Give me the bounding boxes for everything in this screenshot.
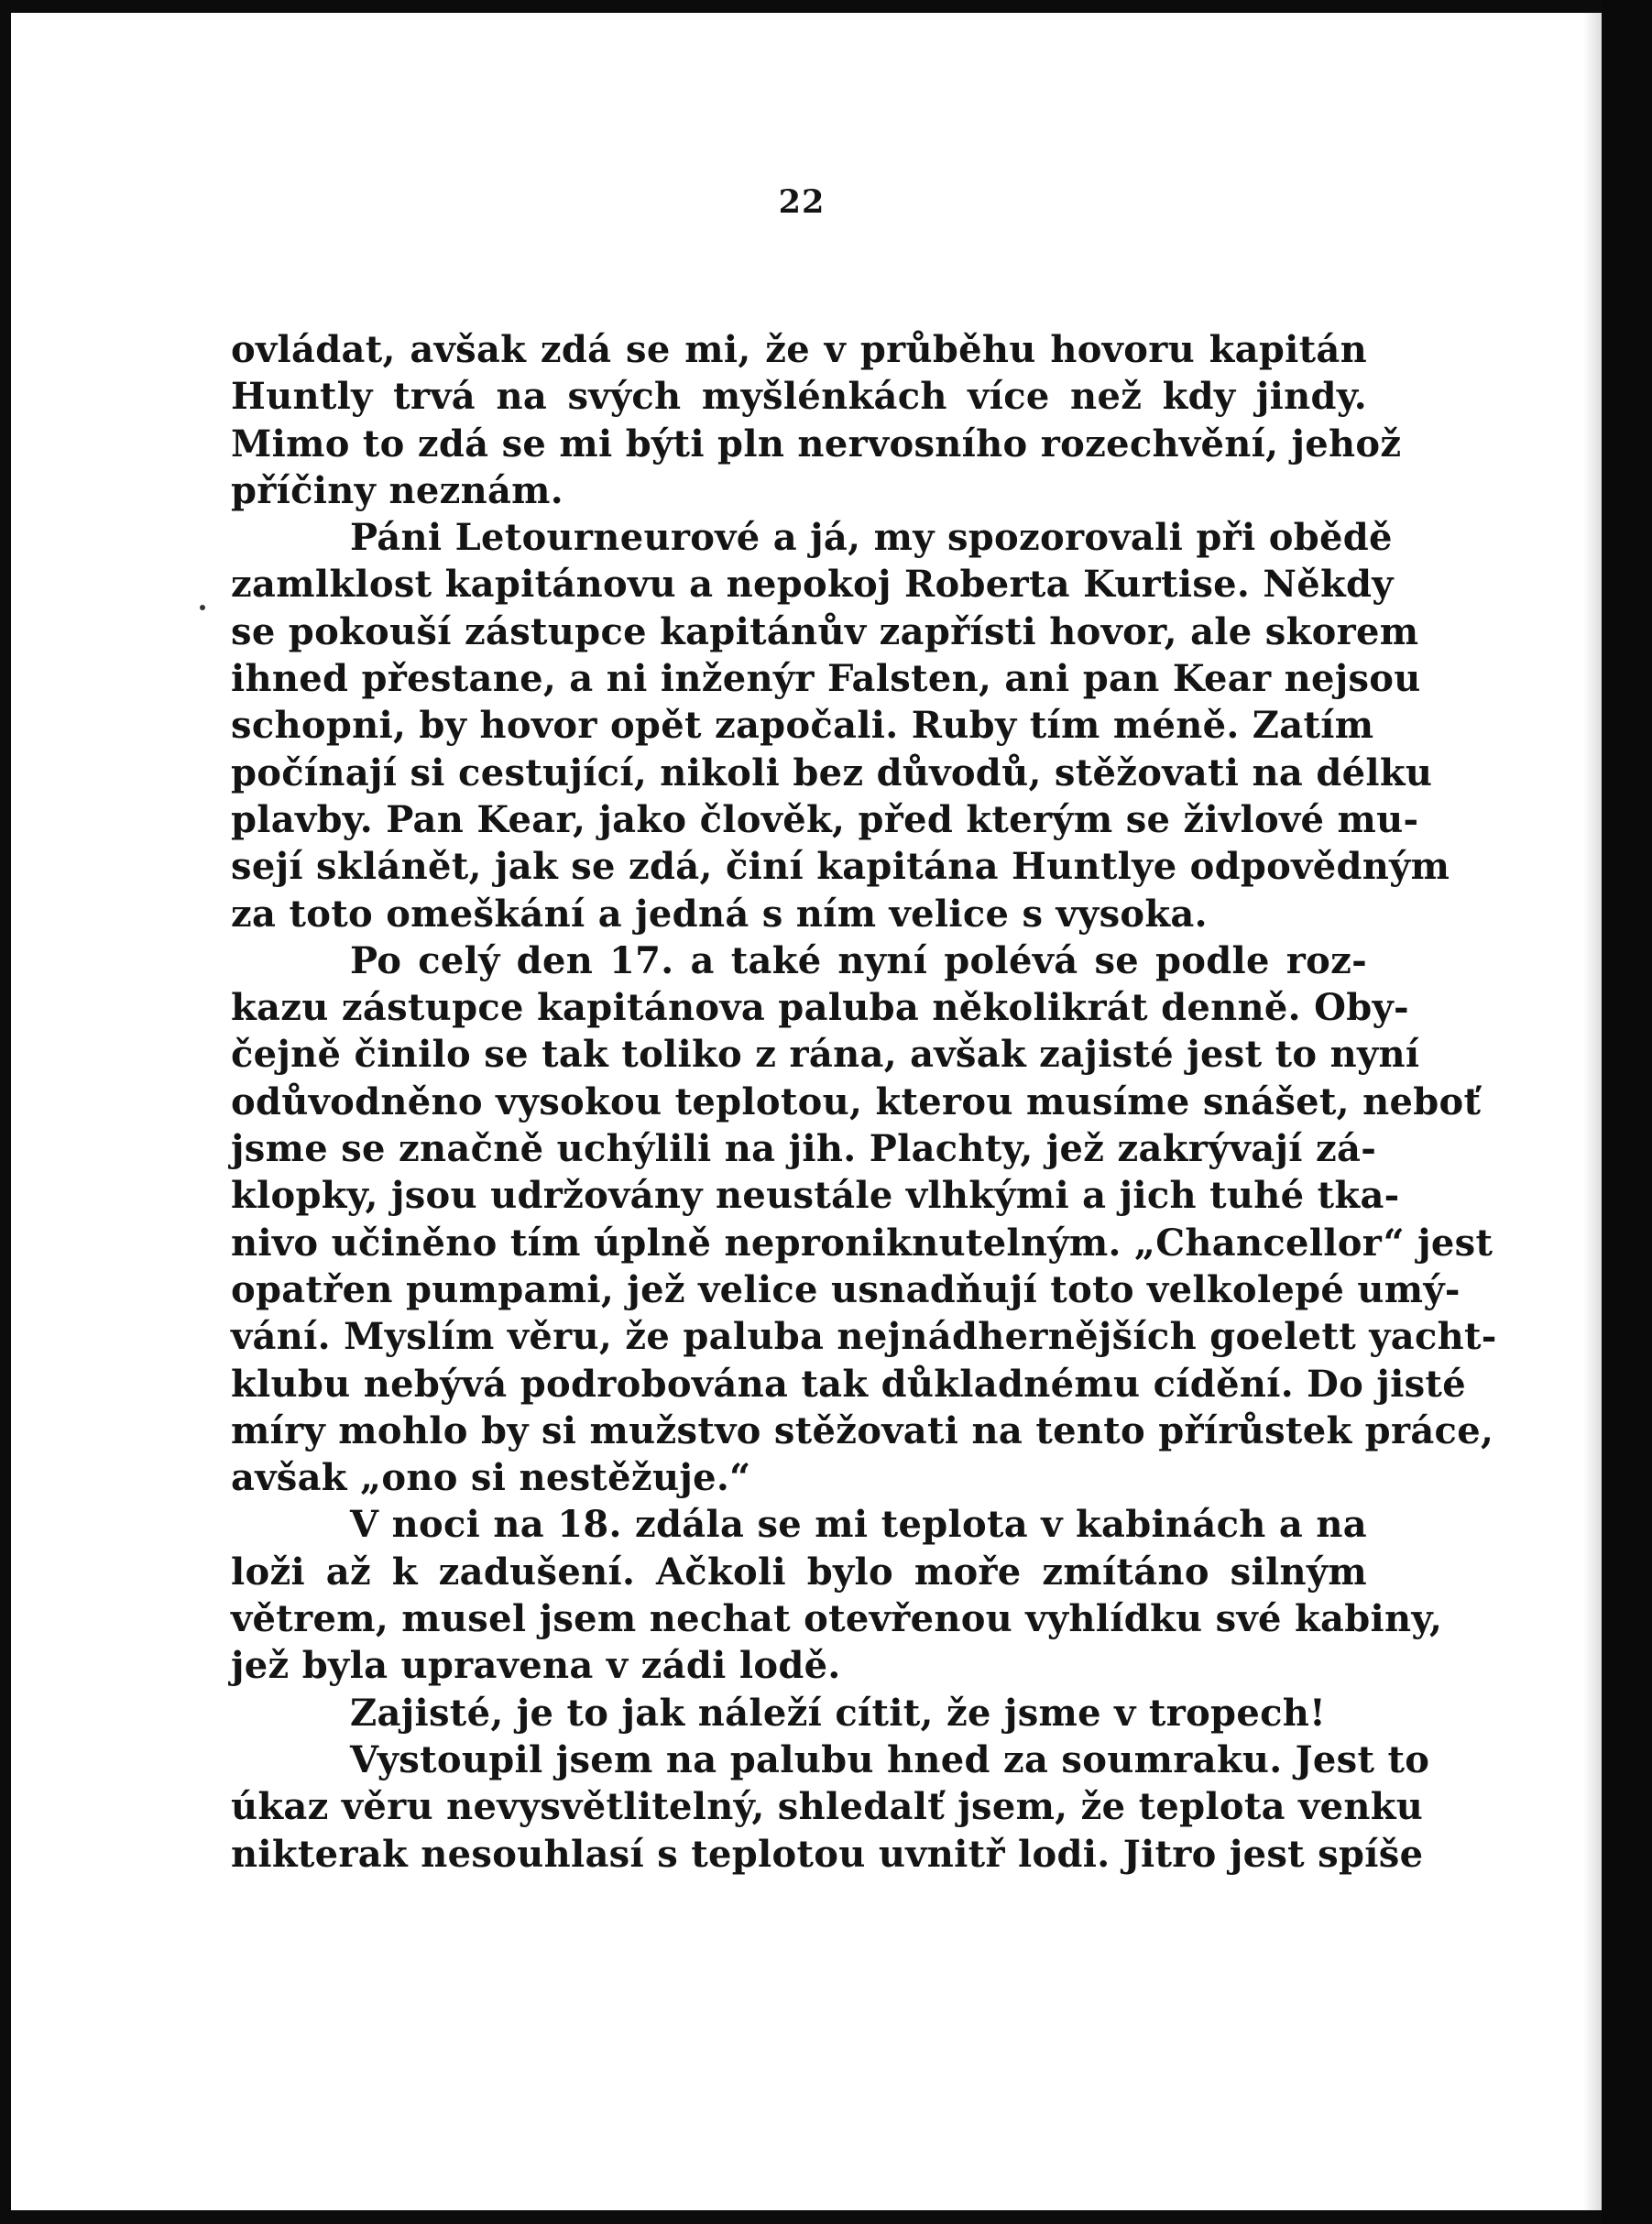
paragraph — [231, 1736, 1430, 1878]
text-body — [231, 326, 1497, 1878]
page-edge — [1583, 13, 1602, 2210]
text-line: odůvodněno vysokou teplotou, kterou musíme snášet, neboť — [231, 1079, 1482, 1123]
text-line: Páni Letourneurové a já, my spozorovali při obědě — [350, 516, 1393, 560]
text-line: sejí sklánět, jak se zdá, činí kapitána Huntlye odpovědným — [231, 845, 1450, 889]
text-line: avšak „ono si nestěžuje.“ — [231, 1456, 751, 1500]
text-line: nivo učiněno tím úplně neproniknutelným. „Chancellor“ jest — [231, 1221, 1493, 1265]
text-line: klopky, jsou udržovány neustále vlhkými a jich tuhé tka- — [231, 1174, 1400, 1218]
text-line: Huntly trvá na svých myšlénkách více než kdy jindy. — [231, 375, 1367, 419]
text-line: plavby. Pan Kear, jako člověk, před kterým se živlové mu- — [231, 797, 1419, 841]
text-line: se pokouší zástupce kapitánův zapřísti hovor, ale skorem — [231, 609, 1419, 653]
text-line: míry mohlo by si mužstvo stěžovati na tento přírůstek práce, — [231, 1408, 1494, 1452]
text-line: ihned přestane, a ni inženýr Falsten, ani pan Kear nejsou — [231, 657, 1421, 701]
text-line: Vystoupil jsem na palubu hned za soumraku. Jest to — [350, 1737, 1430, 1781]
text-line: schopni, by hovor opět započali. Ruby tím méně. Zatím — [231, 704, 1374, 748]
text-line: kazu zástupce kapitánova paluba několikrát denně. Oby- — [231, 986, 1409, 1030]
scan-border-left — [0, 0, 11, 2224]
scan-border-right — [1602, 0, 1652, 2224]
text-line: Mimo to zdá se mi býti pln nervosního rozechvění, jehož — [231, 422, 1402, 466]
text-line: klubu nebývá podrobována tak důkladnému cídění. Do jisté — [231, 1362, 1466, 1406]
text-line: Zajisté, je to jak náleží cítit, že jsme v tropech! — [350, 1691, 1326, 1735]
text-line: čejně činilo se tak toliko z rána, avšak zajisté jest to nyní — [231, 1033, 1420, 1077]
text-line: příčiny neznám. — [231, 468, 564, 512]
text-line: nikterak nesouhlasí s teplotou uvnitř lodi. Jitro jest spíše — [231, 1832, 1424, 1876]
text-line: jež byla upravena v zádi lodě. — [231, 1644, 841, 1688]
ink-speck — [200, 605, 205, 610]
paragraph — [231, 1690, 1367, 1736]
paragraph — [231, 326, 1402, 514]
text-line: jsme se značně uchýlili na jih. Plachty, jež zakrývají zá- — [231, 1127, 1377, 1171]
text-line: loži až k zadušení. Ačkoli bylo moře zmítáno silným — [231, 1550, 1367, 1594]
text-line: počínají si cestující, nikoli bez důvodů, stěžovati na délku — [231, 750, 1433, 794]
text-line: za toto omeškání a jedná s ním velice s vysoka. — [231, 892, 1208, 936]
text-line: Po celý den 17. a také nyní polévá se podle roz- — [350, 938, 1367, 982]
text-line: ovládat, avšak zdá se mi, že v průběhu hovoru kapitán — [231, 328, 1367, 371]
paragraph — [231, 937, 1497, 1502]
scan-border-top — [0, 0, 1652, 13]
scan-border-bottom — [0, 2210, 1652, 2224]
paragraph — [231, 514, 1450, 937]
text-line: větrem, musel jsem nechat otevřenou vyhlídku své kabiny, — [231, 1597, 1443, 1641]
text-line: opatřen pumpami, jež velice usnadňují toto velkolepé umý- — [231, 1267, 1461, 1311]
text-line: vání. Myslím věru, že paluba nejnádhernějších goelett yacht- — [231, 1315, 1497, 1359]
text-line: úkaz věru nevysvětlitelný, shledalť jsem, že teplota venku — [231, 1785, 1424, 1829]
text-line: V noci na 18. zdála se mi teplota v kabinách a na — [350, 1503, 1367, 1547]
paragraph — [231, 1501, 1443, 1689]
text-line: zamlklost kapitánovu a nepokoj Roberta Kurtise. Někdy — [231, 563, 1394, 607]
page-number: 22 — [778, 183, 826, 221]
